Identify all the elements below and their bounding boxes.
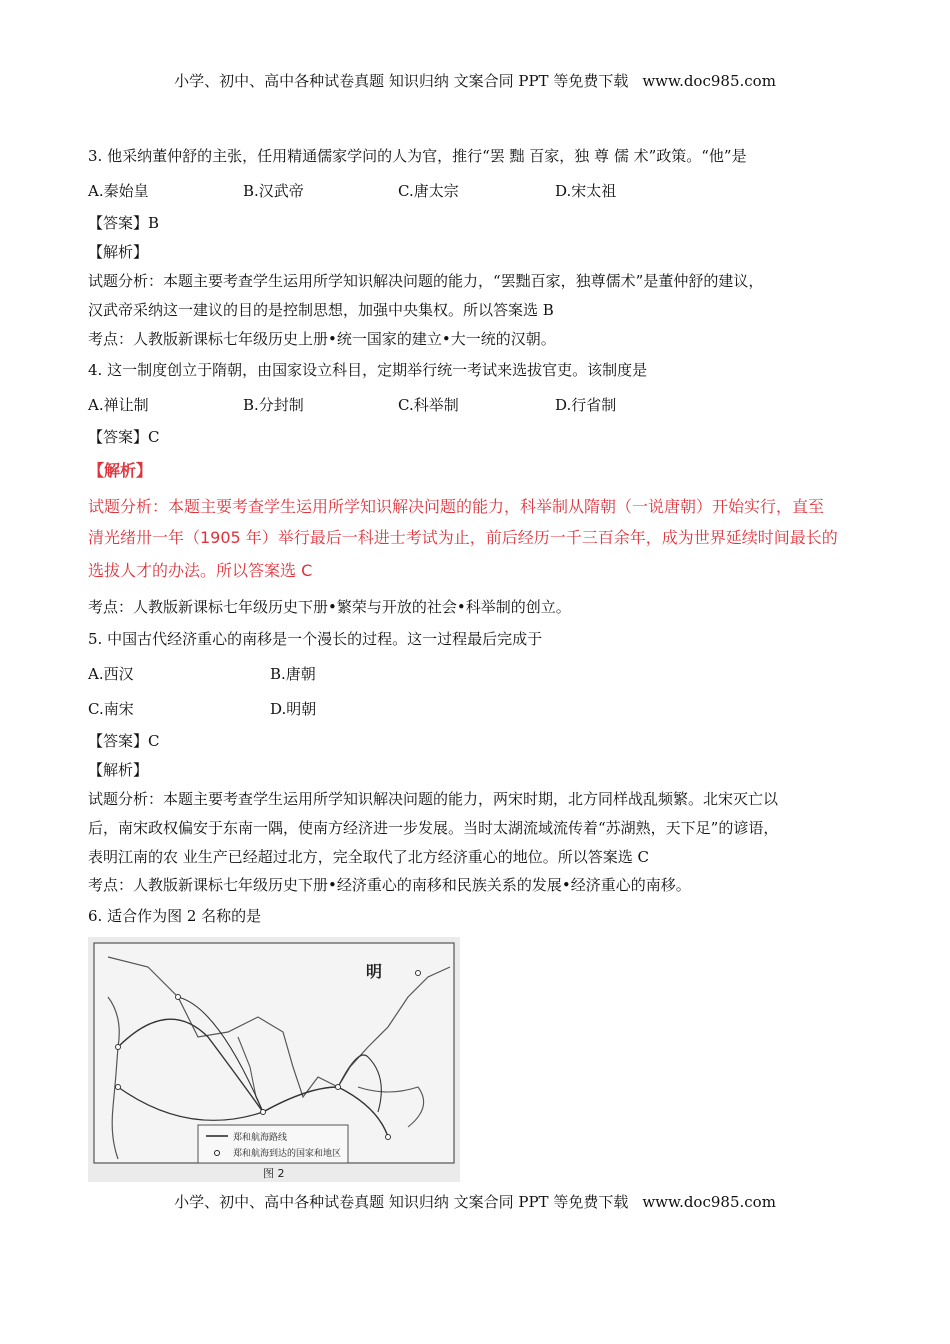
footer-title: 小学、初中、高中各种试卷真题 知识归纳 文案合同 PPT 等免费下载 <box>174 1193 629 1211</box>
q5-option-c: C.南宋 <box>88 700 134 718</box>
q6-stem: 6. 适合作为图 2 名称的是 <box>88 907 262 925</box>
header-site-link[interactable]: www.doc985.com <box>642 72 776 90</box>
q5-stem: 5. 中国古代经济重心的南移是一个漫长的过程。这一过程最后完成于 <box>88 630 543 648</box>
q4-analysis-line: 试题分析：本题主要考查学生运用所学知识解决问题的能力，科举制从隋朝（一说唐朝）开始实行，直至 <box>88 497 825 516</box>
page-header <box>0 70 950 91</box>
q4-knowledge-point: 考点：人教版新课标七年级历史下册•繁荣与开放的社会•科举制的创立。 <box>88 598 571 616</box>
q5-knowledge-point: 考点：人教版新课标七年级历史下册•经济重心的南移和民族关系的发展•经济重心的南移。 <box>88 876 691 894</box>
q3-option-d: D.宋太祖 <box>555 182 617 200</box>
q5-answer: 【答案】C <box>88 732 160 750</box>
map-country-label: 明 <box>366 962 383 981</box>
q5-option-a: A.西汉 <box>88 665 134 683</box>
q3-answer: 【答案】B <box>88 214 160 232</box>
map-figure <box>88 937 460 1182</box>
q5-analysis-line: 后，南宋政权偏安于东南一隅，使南方经济进一步发展。当时太湖流域流传着“苏湖熟，天下足”的谚语， <box>88 819 779 837</box>
q3-analysis-line: 试题分析：本题主要考查学生运用所学知识解决问题的能力，“罢黜百家，独尊儒术”是董仲舒的建议， <box>88 272 764 290</box>
header-title: 小学、初中、高中各种试卷真题 知识归纳 文案合同 PPT 等免费下载 <box>174 72 629 90</box>
q4-analysis-label: 【解析】 <box>88 461 153 480</box>
q3-stem: 3. 他采纳董仲舒的主张，任用精通儒家学问的人为官，推行“罢 黜 百家，独 尊 儒 术”政策。“他”是 <box>88 147 747 165</box>
page-footer <box>0 1191 950 1212</box>
q3-analysis-line: 汉武帝采纳这一建议的目的是控制思想，加强中央集权。所以答案选 B <box>88 301 554 319</box>
q4-stem: 4. 这一制度创立于隋朝，由国家设立科目，定期举行统一考试来选拔官吏。该制度是 <box>88 361 648 379</box>
q4-answer: 【答案】C <box>88 428 160 446</box>
q4-option-d: D.行省制 <box>555 396 617 414</box>
map-legend-route: 郑和航海路线 <box>233 1133 288 1143</box>
q3-option-a: A.秦始皇 <box>88 182 149 200</box>
q4-analysis-line: 选拔人才的办法。所以答案选 C <box>88 561 313 580</box>
map-caption: 图 2 <box>263 1167 285 1180</box>
map-place-marker <box>116 1045 121 1050</box>
map-place-marker <box>416 971 421 976</box>
q5-analysis-line: 表明江南的农 业生产已经超过北方，完全取代了北方经济重心的地位。所以答案选 C <box>88 848 650 866</box>
footer-site-link[interactable]: www.doc985.com <box>642 1193 776 1211</box>
q3-analysis-label: 【解析】 <box>88 243 149 261</box>
map-place-marker <box>336 1085 341 1090</box>
q3-option-b: B.汉武帝 <box>243 182 304 200</box>
q4-option-a: A.禅让制 <box>88 396 149 414</box>
map-place-marker <box>386 1135 391 1140</box>
map-place-marker <box>116 1085 121 1090</box>
q5-option-b: B.唐朝 <box>270 665 316 683</box>
q4-analysis-line: 清光绪卅一年（1905 年）举行最后一科进士考试为止，前后经历一千三百余年，成为世界延续时间最长的 <box>88 528 838 547</box>
q5-option-d: D.明朝 <box>270 700 317 718</box>
q4-option-b: B.分封制 <box>243 396 304 414</box>
q3-knowledge-point: 考点：人教版新课标七年级历史上册•统一国家的建立•大一统的汉朝。 <box>88 330 556 348</box>
map-place-marker <box>176 995 181 1000</box>
zheng-he-voyage-map <box>88 937 460 1182</box>
map-legend-dot-symbol <box>215 1151 220 1156</box>
q4-option-c: C.科举制 <box>398 396 459 414</box>
q5-analysis-label: 【解析】 <box>88 761 149 779</box>
q5-analysis-line: 试题分析：本题主要考查学生运用所学知识解决问题的能力，两宋时期，北方同样战乱频繁。北宋灭亡以 <box>88 790 779 808</box>
map-place-marker <box>261 1110 266 1115</box>
map-legend-place: 郑和航海到达的国家和地区 <box>233 1149 342 1159</box>
q3-option-c: C.唐太宗 <box>398 182 459 200</box>
